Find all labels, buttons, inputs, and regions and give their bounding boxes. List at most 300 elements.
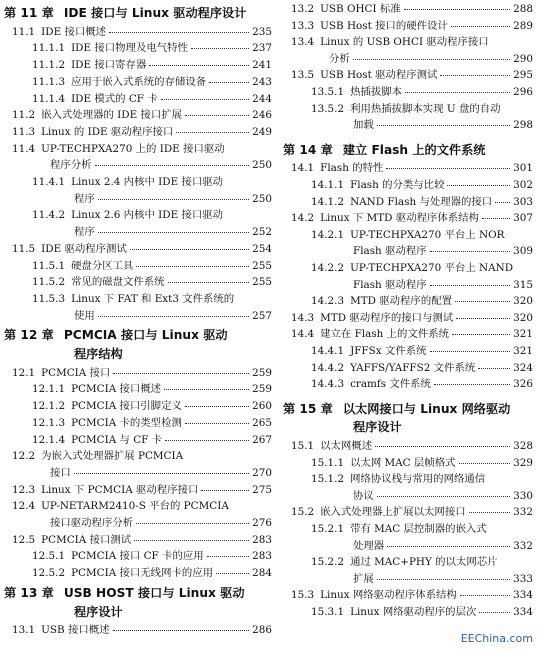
toc-entry-title: 分析 bbox=[329, 52, 350, 65]
toc-entry bbox=[347, 418, 533, 435]
toc-entry-number: 11.3 bbox=[12, 125, 36, 138]
toc-entry bbox=[291, 309, 533, 324]
toc-entry-number: 第 12 章 bbox=[4, 328, 54, 343]
toc-entry-title: Linux 下 MTD 驱动程序体系结构 bbox=[320, 212, 479, 225]
dot-leader bbox=[375, 446, 510, 447]
toc-entry-title: PCMCIA 接口引脚定义 bbox=[71, 400, 182, 413]
toc-entry-number: 14.4.2 bbox=[311, 361, 345, 374]
toc-entry-number: 13.1 bbox=[12, 624, 36, 637]
dot-leader bbox=[459, 463, 511, 464]
toc-entry-title: USB Host 接口的硬件设计 bbox=[320, 19, 448, 32]
dot-leader bbox=[130, 249, 249, 250]
toc-entry-page: 259 bbox=[252, 383, 272, 396]
dot-leader bbox=[209, 82, 249, 83]
dot-leader bbox=[451, 26, 510, 27]
toc-entry-title: PCMCIA 接口无线网卡的应用 bbox=[71, 567, 214, 580]
toc-entry bbox=[12, 481, 272, 496]
toc-entry bbox=[353, 276, 533, 291]
toc-entry-page: 249 bbox=[252, 125, 272, 138]
toc-entry-title: UP-TECHPXA270 平台上 NOR bbox=[350, 228, 505, 241]
toc-entry-page: 267 bbox=[252, 433, 272, 446]
toc-entry bbox=[12, 621, 272, 636]
toc-entry-number: 11.5 bbox=[12, 242, 36, 255]
toc-entry-number: 15.1.1 bbox=[311, 456, 345, 469]
toc-entry bbox=[32, 431, 272, 446]
toc-entry-number: 11.1.1 bbox=[32, 42, 66, 55]
toc-entry bbox=[32, 414, 272, 429]
toc-entry-title: UP-TECHPXA270 平台上 NAND bbox=[350, 262, 514, 274]
toc-entry-title: 使用 bbox=[74, 309, 95, 322]
toc-entry-number: 11.1.2 bbox=[32, 59, 66, 72]
toc-entry-title: Flash 的分类与比较 bbox=[350, 179, 445, 191]
dot-leader bbox=[136, 523, 249, 524]
toc-entry bbox=[74, 223, 272, 238]
toc-entry bbox=[311, 603, 533, 618]
toc-entry-page: 250 bbox=[252, 192, 272, 205]
dot-leader bbox=[430, 285, 511, 286]
toc-entry bbox=[291, 33, 533, 48]
toc-entry bbox=[283, 141, 533, 158]
toc-entry-title: IDE 接口与 Linux 驱动程序设计 bbox=[63, 6, 247, 20]
dot-leader bbox=[216, 573, 249, 574]
dot-leader bbox=[201, 490, 249, 491]
toc-entry-title: 以太网接口与 Linux 网络驱动 bbox=[342, 401, 511, 416]
toc-entry-title: 建立 Flash 上的文件系统 bbox=[342, 142, 486, 157]
toc-entry bbox=[311, 359, 533, 374]
toc-entry bbox=[12, 23, 272, 38]
toc-entry bbox=[32, 564, 272, 579]
toc-entry bbox=[311, 520, 533, 535]
toc-entry-title: 通过 MAC+PHY 的以太网芯片 bbox=[350, 556, 498, 569]
toc-entry-title: 程序设计 bbox=[353, 420, 402, 435]
dot-leader bbox=[434, 384, 510, 385]
toc-entry bbox=[50, 156, 272, 171]
dot-leader bbox=[134, 540, 249, 541]
toc-entry-page: 301 bbox=[513, 162, 533, 175]
toc-entry bbox=[32, 73, 272, 88]
toc-entry-number: 15.2 bbox=[291, 506, 315, 519]
toc-entry-page: 259 bbox=[252, 366, 272, 379]
toc-entry-title: PCMCIA 与 CF 卡 bbox=[71, 433, 163, 446]
toc-entry-number: 12.1.3 bbox=[32, 416, 66, 429]
toc-entry bbox=[32, 380, 272, 395]
toc-entry-number: 12.5 bbox=[12, 533, 36, 546]
toc-entry-page: 329 bbox=[513, 456, 533, 469]
toc-entry-title: NAND Flash 与处理器的接口 bbox=[350, 195, 493, 208]
toc-entry-number: 14.1.1 bbox=[311, 179, 345, 191]
toc-entry bbox=[311, 83, 533, 98]
dot-leader bbox=[387, 546, 510, 547]
toc-entry-page: 270 bbox=[252, 466, 272, 479]
toc-entry-page: 246 bbox=[252, 109, 272, 122]
dot-leader bbox=[482, 218, 510, 219]
toc-entry-title: 以太网 MAC 层帧格式 bbox=[350, 456, 456, 469]
toc-entry-title: Linux 网络驱动程序体系结构 bbox=[320, 589, 457, 602]
toc-entry-number: 第 15 章 bbox=[283, 401, 333, 416]
dot-leader bbox=[452, 334, 510, 335]
toc-entry-number: 13.5.2 bbox=[311, 102, 345, 115]
toc-entry-title: Flash 的特性 bbox=[320, 162, 384, 175]
dot-leader bbox=[495, 202, 510, 203]
toc-entry bbox=[291, 437, 533, 452]
dot-leader bbox=[185, 406, 249, 407]
toc-entry-title: IDE 驱动程序测试 bbox=[41, 242, 127, 255]
toc-entry-page: 330 bbox=[513, 489, 533, 502]
toc-entry-title: 利用热插拔脚本实现 U 盘的自动 bbox=[350, 102, 501, 115]
toc-entry bbox=[32, 90, 272, 105]
toc-entry-title: Linux 下 PCMCIA 驱动程序接口 bbox=[41, 483, 199, 496]
toc-entry bbox=[353, 116, 533, 131]
dot-leader bbox=[109, 32, 249, 33]
dot-leader bbox=[455, 301, 510, 302]
toc-entry-number: 12.5.2 bbox=[32, 567, 66, 580]
dot-leader bbox=[185, 423, 249, 424]
toc-entry-number: 11.1.3 bbox=[32, 75, 66, 88]
toc-entry bbox=[353, 487, 533, 502]
toc-entry bbox=[311, 553, 533, 568]
toc-entry bbox=[283, 400, 533, 417]
toc-entry-page: 254 bbox=[252, 242, 272, 255]
toc-entry bbox=[291, 159, 533, 174]
dot-leader bbox=[353, 59, 510, 60]
toc-entry bbox=[50, 464, 272, 479]
toc-entry-number: 13.5.1 bbox=[311, 86, 345, 98]
toc-entry-page: 283 bbox=[252, 550, 272, 563]
toc-entry-number: 第 13 章 bbox=[4, 585, 54, 600]
toc-entry-page: 255 bbox=[252, 276, 272, 289]
toc-entry-title: 常见的磁盘文件系统 bbox=[71, 276, 165, 289]
toc-entry bbox=[291, 17, 533, 32]
toc-entry-number: 14.2.2 bbox=[311, 262, 345, 274]
toc-entry bbox=[353, 537, 533, 552]
toc-entry-title: PCMCIA 接口概述 bbox=[71, 383, 162, 396]
toc-entry-title: 扩展 bbox=[353, 572, 374, 585]
toc-entry-number: 14.1 bbox=[291, 162, 315, 175]
toc-entry bbox=[291, 325, 533, 340]
dot-leader bbox=[404, 9, 510, 10]
toc-entry-page: 237 bbox=[252, 42, 272, 55]
toc-entry bbox=[4, 4, 272, 21]
dot-leader bbox=[430, 251, 511, 252]
watermark: EEChina.com bbox=[460, 632, 533, 645]
toc-entry-page: 332 bbox=[513, 506, 533, 519]
toc-entry-title: Flash 驱动程序 bbox=[353, 245, 427, 258]
toc-entry-number: 14.4.3 bbox=[311, 378, 345, 391]
toc-entry-page: 296 bbox=[513, 86, 533, 98]
toc-entry-title: 以太网概述 bbox=[320, 440, 373, 452]
dot-leader bbox=[164, 389, 249, 390]
toc-entry-title: 加载 bbox=[353, 119, 374, 132]
toc-entry-title: 程序结构 bbox=[74, 347, 123, 361]
toc-entry-number: 12.4 bbox=[12, 500, 36, 513]
toc-entry-title: PCMCIA 卡的类型检测 bbox=[71, 416, 182, 429]
toc-entry-number: 第 11 章 bbox=[4, 6, 54, 20]
toc-entry-number: 13.3 bbox=[291, 19, 315, 32]
dot-leader bbox=[478, 368, 510, 369]
toc-entry-number: 15.3 bbox=[291, 589, 315, 602]
toc-entry-title: 网络协议栈与常用的网络通信 bbox=[350, 473, 486, 486]
toc-entry bbox=[12, 497, 272, 512]
toc-entry-title: Linux 2.6 内核中 IDE 接口驱动 bbox=[71, 209, 224, 222]
toc-entry bbox=[311, 375, 533, 390]
toc-entry bbox=[74, 307, 272, 322]
toc-entry-number: 14.3 bbox=[291, 311, 315, 324]
toc-entry-title: Linux 的 USB OHCI 驱动程序接口 bbox=[320, 36, 489, 49]
toc-entry-title: 程序 bbox=[74, 192, 95, 205]
toc-entry-number: 11.1.4 bbox=[32, 92, 66, 105]
toc-entry-page: 276 bbox=[252, 517, 272, 529]
toc-entry-title: Linux 网络驱动程序的层次 bbox=[350, 606, 477, 618]
toc-entry-title: PCMCIA 接口 CF 卡的应用 bbox=[71, 550, 204, 563]
toc-entry-page: 289 bbox=[513, 19, 533, 32]
toc-entry bbox=[12, 106, 272, 121]
toc-entry-title: Flash 驱动程序 bbox=[353, 278, 427, 291]
toc-entry bbox=[291, 66, 533, 81]
toc-entry bbox=[311, 470, 533, 485]
toc-entry-number: 11.4.1 bbox=[32, 176, 66, 188]
dot-leader bbox=[113, 373, 249, 374]
toc-entry-page: 288 bbox=[513, 3, 533, 15]
toc-entry-number: 11.5.3 bbox=[32, 292, 66, 305]
toc-entry-page: 303 bbox=[513, 195, 533, 208]
toc-entry-page: 320 bbox=[513, 311, 533, 324]
dot-leader bbox=[185, 115, 249, 116]
toc-entry-title: Linux 2.4 内核中 IDE 接口驱动 bbox=[71, 176, 224, 188]
toc-entry-title: 接口驱动程序分析 bbox=[50, 517, 134, 529]
toc-entry-title: cramfs 文件系统 bbox=[350, 378, 431, 391]
toc-entry bbox=[12, 447, 272, 462]
dot-leader bbox=[113, 630, 250, 631]
toc-entry-number: 11.4.2 bbox=[32, 209, 66, 222]
toc-entry bbox=[74, 190, 272, 205]
toc-entry bbox=[12, 123, 272, 138]
toc-entry-number: 12.2 bbox=[12, 450, 36, 463]
toc-entry-title: 接口 bbox=[50, 466, 71, 479]
toc-entry-number: 13.4 bbox=[291, 36, 315, 49]
toc-entry bbox=[32, 273, 272, 288]
dot-leader bbox=[386, 168, 510, 169]
toc-entry-title: 协议 bbox=[353, 489, 374, 502]
toc-entry-number: 11.5.2 bbox=[32, 276, 66, 289]
toc-entry-number: 12.3 bbox=[12, 483, 36, 496]
toc-entry-title: IDE 接口概述 bbox=[41, 25, 107, 38]
dot-leader bbox=[191, 48, 249, 49]
toc-entry-title: 程序 bbox=[74, 226, 95, 239]
toc-entry bbox=[311, 454, 533, 469]
toc-entry-page: 284 bbox=[252, 567, 272, 580]
toc-entry-number: 14.2 bbox=[291, 212, 315, 225]
toc-entry-page: 244 bbox=[252, 92, 272, 105]
toc-entry-title: PCMCIA 接口与 Linux 驱动 bbox=[63, 328, 228, 343]
toc-entry-number: 13.2 bbox=[291, 3, 315, 15]
toc-entry-title: USB OHCI 标准 bbox=[320, 3, 401, 15]
toc-entry-number: 14.1.2 bbox=[311, 195, 345, 208]
toc-entry-title: 程序设计 bbox=[74, 604, 123, 619]
toc-entry-page: 243 bbox=[252, 75, 272, 88]
toc-entry-page: 265 bbox=[252, 416, 272, 429]
dot-leader bbox=[469, 512, 511, 513]
dot-leader bbox=[377, 496, 510, 497]
toc-entry-page: 286 bbox=[252, 624, 272, 637]
toc-entry bbox=[311, 193, 533, 208]
toc-entry bbox=[12, 140, 272, 155]
toc-entry bbox=[311, 176, 533, 191]
toc-entry bbox=[32, 39, 272, 54]
toc-entry-title: USB 接口概述 bbox=[41, 624, 110, 637]
toc-entry-number: 15.2.2 bbox=[311, 556, 345, 569]
toc-entry-title: IDE 接口物理及电气特性 bbox=[71, 42, 188, 55]
dot-leader bbox=[149, 65, 249, 66]
toc-entry-page: 295 bbox=[513, 69, 533, 82]
toc-entry-title: MTD 驱动程序的接口与测试 bbox=[320, 311, 454, 324]
toc-entry-number: 15.2.1 bbox=[311, 523, 345, 535]
toc-entry-number: 12.1.1 bbox=[32, 383, 66, 396]
toc-entry-page: 302 bbox=[513, 179, 533, 191]
toc-entry-page: 320 bbox=[513, 295, 533, 308]
toc-entry-title: 应用于嵌入式系统的存储设备 bbox=[71, 75, 207, 88]
toc-entry-page: 332 bbox=[513, 539, 533, 552]
toc-entry-page: 290 bbox=[513, 52, 533, 65]
toc-entry bbox=[68, 345, 272, 362]
toc-entry-number: 11.1 bbox=[12, 25, 36, 38]
toc-entry-number: 12.1 bbox=[12, 366, 36, 379]
dot-leader bbox=[74, 473, 249, 474]
toc-entry-page: 255 bbox=[252, 259, 272, 272]
toc-entry bbox=[4, 326, 272, 343]
dot-leader bbox=[136, 266, 249, 267]
toc-entry bbox=[32, 547, 272, 562]
toc-entry-number: 12.1.2 bbox=[32, 400, 66, 413]
toc-entry-page: 283 bbox=[252, 533, 272, 546]
dot-leader bbox=[447, 185, 510, 186]
toc-entry-title: USB Host 驱动程序测试 bbox=[320, 69, 438, 82]
toc-entry bbox=[12, 364, 272, 379]
toc-entry-page: 334 bbox=[513, 589, 533, 602]
dot-leader bbox=[479, 612, 510, 613]
toc-entry-number: 11.4 bbox=[12, 142, 36, 155]
toc-entry-number: 14.2.1 bbox=[311, 228, 345, 241]
toc-entry-title: IDE 模式的 CF 卡 bbox=[71, 92, 158, 105]
toc-entry-title: UP-TECHPXA270 上的 IDE 接口驱动 bbox=[41, 142, 225, 155]
toc-entry bbox=[50, 514, 272, 529]
dot-leader bbox=[165, 440, 249, 441]
toc-entry bbox=[12, 240, 272, 255]
toc-entry bbox=[32, 206, 272, 221]
toc-entry bbox=[291, 503, 533, 518]
dot-leader bbox=[207, 556, 250, 557]
toc-entry-page: 260 bbox=[252, 400, 272, 413]
toc-entry bbox=[311, 100, 533, 115]
dot-leader bbox=[456, 318, 510, 319]
toc-entry-title: JFFSx 文件系统 bbox=[350, 345, 427, 357]
toc-entry-page: 334 bbox=[513, 606, 533, 618]
dot-leader bbox=[176, 132, 249, 133]
toc-entry bbox=[4, 584, 272, 601]
toc-entry-page: 307 bbox=[513, 212, 533, 225]
dot-leader bbox=[440, 75, 510, 76]
toc-entry-title: Linux 下 FAT 和 Ext3 文件系统的 bbox=[71, 292, 235, 305]
toc-entry-page: 315 bbox=[513, 278, 533, 291]
toc-entry-title: 嵌入式处理器上扩展以太网接口 bbox=[320, 506, 466, 519]
toc-entry-page: 333 bbox=[513, 572, 533, 585]
toc-entry-title: 建立在 Flash 上的文件系统 bbox=[320, 328, 450, 341]
toc-entry bbox=[353, 570, 533, 585]
dot-leader bbox=[95, 165, 250, 166]
toc-entry bbox=[68, 603, 272, 620]
toc-entry-title: PCMCIA 接口测试 bbox=[41, 533, 132, 546]
dot-leader bbox=[168, 282, 250, 283]
dot-leader bbox=[460, 595, 510, 596]
toc-entry bbox=[353, 242, 533, 257]
toc-entry-page: 275 bbox=[252, 483, 272, 496]
toc-entry-title: 为嵌入式处理器扩展 PCMCIA bbox=[41, 450, 184, 463]
toc-entry bbox=[291, 0, 533, 15]
toc-entry bbox=[32, 397, 272, 412]
toc-entry-title: 带有 MAC 层控制器的嵌入式 bbox=[350, 523, 487, 535]
toc-entry-page: 328 bbox=[513, 440, 533, 452]
toc-entry bbox=[329, 50, 533, 65]
toc-entry bbox=[311, 226, 533, 241]
toc-entry-number: 14.4 bbox=[291, 328, 315, 341]
toc-entry-title: USB HOST 接口与 Linux 驱动 bbox=[63, 585, 245, 600]
toc-entry bbox=[291, 209, 533, 224]
dot-leader bbox=[377, 579, 510, 580]
toc-entry-title: UP-NETARM2410-S 平台的 PCMCIA bbox=[41, 500, 229, 513]
toc-entry-number: 15.3.1 bbox=[311, 606, 345, 618]
toc-entry bbox=[311, 259, 533, 274]
dot-leader bbox=[405, 92, 510, 93]
toc-entry-page: 252 bbox=[252, 226, 272, 239]
toc-entry bbox=[291, 586, 533, 601]
toc-entry-page: 324 bbox=[513, 361, 533, 374]
toc-entry-page: 309 bbox=[513, 245, 533, 258]
toc-entry-title: MTD 驱动程序的配置 bbox=[350, 295, 452, 308]
toc-entry-title: 嵌入式处理器的 IDE 接口扩展 bbox=[41, 109, 183, 122]
toc-entry-title: 程序分析 bbox=[50, 159, 92, 172]
toc-entry-number: 14.2.3 bbox=[311, 295, 345, 308]
toc-entry-page: 298 bbox=[513, 119, 533, 132]
toc-entry-title: 处理器 bbox=[353, 539, 385, 552]
toc-entry-page: 321 bbox=[513, 328, 533, 341]
toc-entry-number: 15.1 bbox=[291, 440, 315, 452]
toc-entry-page: 257 bbox=[252, 309, 272, 322]
toc-entry bbox=[32, 173, 272, 188]
toc-entry-number: 11.5.1 bbox=[32, 259, 66, 272]
toc-entry-page: 321 bbox=[513, 345, 533, 357]
toc-entry bbox=[311, 342, 533, 357]
toc-entry-number: 11.2 bbox=[12, 109, 36, 122]
toc-entry-number: 14.4.1 bbox=[311, 345, 345, 357]
toc-entry-page: 241 bbox=[252, 59, 272, 72]
toc-entry-number: 15.1.2 bbox=[311, 473, 345, 486]
toc-entry-number: 第 14 章 bbox=[283, 142, 333, 157]
dot-leader bbox=[98, 232, 249, 233]
toc-entry bbox=[32, 56, 272, 71]
dot-leader bbox=[161, 99, 249, 100]
toc-entry-title: PCMCIA 接口 bbox=[41, 366, 111, 379]
toc-entry-title: YAFFS/YAFFS2 文件系统 bbox=[350, 361, 476, 374]
toc-entry bbox=[32, 257, 272, 272]
toc-entry-page: 250 bbox=[252, 159, 272, 172]
toc-entry-number: 12.1.4 bbox=[32, 433, 66, 446]
toc-entry-number: 13.5 bbox=[291, 69, 315, 82]
toc-entry-title: Linux 的 IDE 驱动程序接口 bbox=[41, 125, 174, 138]
toc-entry-number: 12.5.1 bbox=[32, 550, 66, 563]
toc-entry bbox=[32, 290, 272, 305]
dot-leader bbox=[377, 125, 510, 126]
toc-entry-title: IDE 接口寄存器 bbox=[71, 59, 147, 72]
toc-entry bbox=[12, 531, 272, 546]
